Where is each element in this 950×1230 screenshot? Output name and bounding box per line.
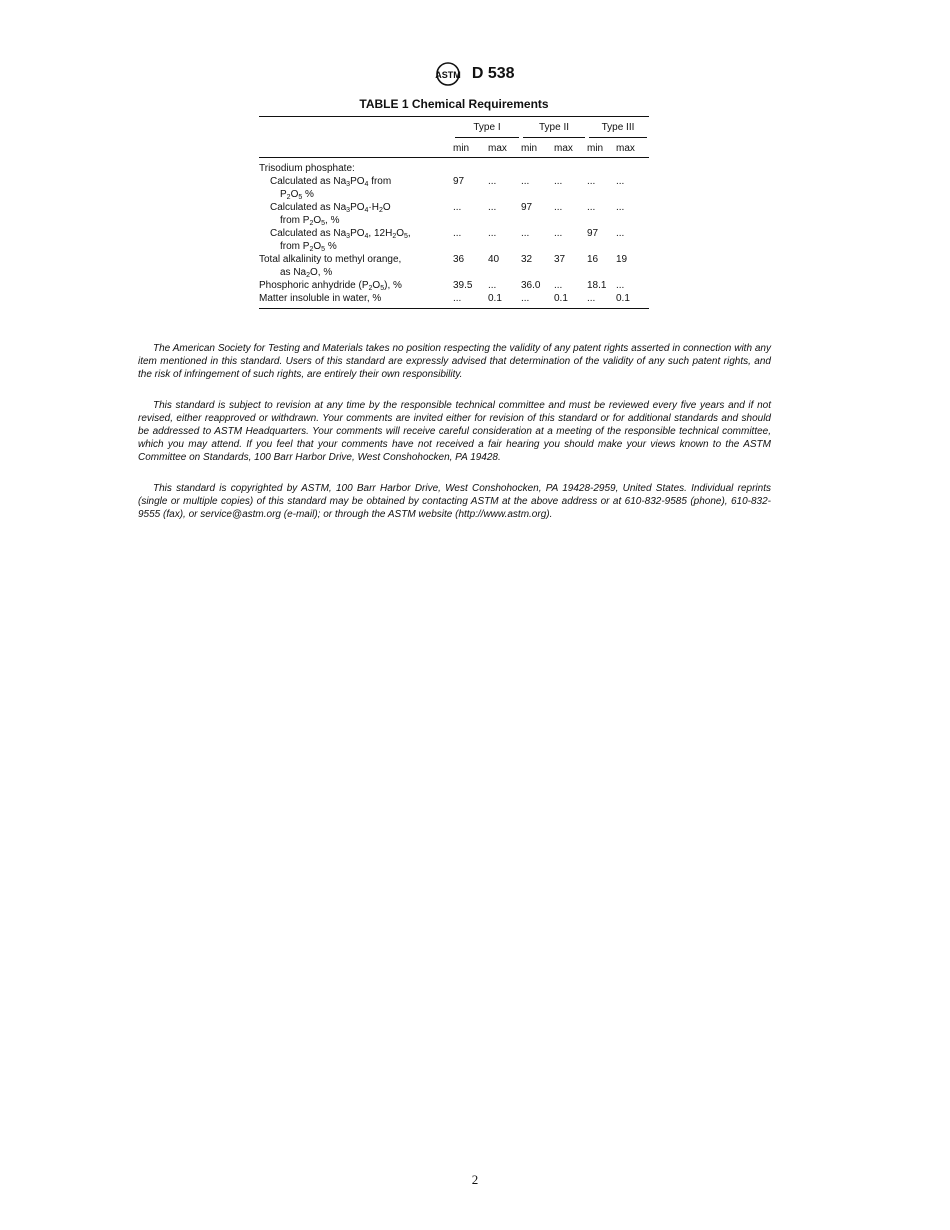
table-cell: 18.1 xyxy=(587,280,607,291)
group-header-type-3: Type III xyxy=(589,121,647,138)
table-cell: ... xyxy=(488,228,497,239)
table-cell: 97 xyxy=(587,228,599,239)
table-row xyxy=(259,292,649,309)
table-cell: ... xyxy=(616,176,625,187)
page-header xyxy=(0,62,950,86)
subheader-cell: max xyxy=(488,143,507,154)
table-cell: 0.1 xyxy=(616,293,630,304)
subheader-cell: max xyxy=(554,143,573,154)
chemical-requirements-table xyxy=(259,116,649,309)
table-cell: 36 xyxy=(453,254,465,265)
table-cell: ... xyxy=(453,228,462,239)
table-cell: 39.5 xyxy=(453,280,473,291)
table-cell: ... xyxy=(488,202,497,213)
table-cell: ... xyxy=(521,293,530,304)
table-cell: ... xyxy=(521,176,530,187)
group-header-type-1: Type I xyxy=(455,121,519,138)
table-cell: ... xyxy=(488,176,497,187)
table-row xyxy=(259,201,649,227)
row-label: Calculated as $Na_3PO_4\cdot H_2O$ from $P_2O_5$, % xyxy=(270,202,391,227)
table-cell: 97 xyxy=(521,202,533,213)
table-subheader-row xyxy=(259,138,649,158)
table-cell: ... xyxy=(587,293,596,304)
table-cell: ... xyxy=(554,202,563,213)
table-cell: ... xyxy=(616,280,625,291)
row-label: Total alkalinity to methyl orange, as $Na_2O$, % xyxy=(259,254,402,279)
note-paragraph: This standard is subject to revision at any time by the responsible technical committee and must be reviewed every five years and if not revised, either reapproved or withdrawn. Your comments are invited either for revision of this standard or for additional standards and should be addressed to ASTM Headquarters. Your comments will receive careful consideration at a meeting of the responsible technical committee, which you may attend. If you feel that your comments have not received a fair hearing you should make your views known to the ASTM Committee on Standards, 100 Barr Harbor Drive, West Conshohocken, PA 19428. xyxy=(138,400,771,463)
row-label: Calculated as $Na_3PO_4$ from $P_2O_5$ % xyxy=(270,176,392,201)
table-row xyxy=(259,279,649,292)
table-cell: ... xyxy=(587,202,596,213)
row-label: Matter insoluble in water, % xyxy=(259,293,382,304)
table-cell: 40 xyxy=(488,254,500,265)
row-label: Phosphoric anhydride $(P_2O_5)$, % xyxy=(259,280,402,292)
subheader-cell: max xyxy=(616,143,635,154)
table-cell: ... xyxy=(521,228,530,239)
section-label: Trisodium phosphate: xyxy=(259,163,355,174)
note-paragraph: The American Society for Testing and Materials takes no position respecting the validity of any patent rights asserted in connection with any item mentioned in this standard. Users of this standard are expressly advised that determination of the validity of any such patent rights, and the risk of infringement of such rights, are entirely their own responsibility. xyxy=(138,343,771,380)
table-cell: ... xyxy=(488,280,497,291)
table-cell: ... xyxy=(616,228,625,239)
row-label: Calculated as $Na_3PO_4$, $12H_2O_5$, from $P_2O_5$ % xyxy=(270,228,411,253)
table-cell: ... xyxy=(616,202,625,213)
standard-designation: D 538 xyxy=(471,65,515,82)
note-paragraph: This standard is copyrighted by ASTM, 100 Barr Harbor Drive, West Conshohocken, PA 19428-2959, United States. Individual reprints (single or multiple copies) of this standard may be obtained by contacting ASTM at the above address or at 610-832-9585 (phone), 610-832-9555 (fax), or service@astm.org (e-mail); or through the ASTM website (http://www.astm.org). xyxy=(138,483,771,520)
table-section-row xyxy=(259,158,649,176)
subheader-cell: min xyxy=(521,143,538,154)
table-cell: ... xyxy=(554,228,563,239)
table-cell: 97 xyxy=(453,176,465,187)
table-cell: ... xyxy=(453,202,462,213)
subheader-cell: min xyxy=(587,143,604,154)
table-row xyxy=(259,253,649,279)
table-group-header-row xyxy=(259,117,649,139)
table-cell: 0.1 xyxy=(554,293,568,304)
table-cell: 32 xyxy=(521,254,533,265)
table-cell: 19 xyxy=(616,254,628,265)
table-caption: TABLE 1 Chemical Requirements xyxy=(359,97,549,111)
svg-text:ASTM: ASTM xyxy=(435,70,462,80)
table-cell: 36.0 xyxy=(521,280,541,291)
table-cell: ... xyxy=(554,280,563,291)
table-cell: ... xyxy=(554,176,563,187)
table-row xyxy=(259,227,649,253)
table-cell: ... xyxy=(453,293,462,304)
table-cell: 16 xyxy=(587,254,599,265)
table-cell: 0.1 xyxy=(488,293,502,304)
table-row xyxy=(259,175,649,201)
group-header-type-2: Type II xyxy=(523,121,585,138)
page-number: 2 xyxy=(471,1172,479,1187)
astm-logo-icon xyxy=(435,62,461,86)
legal-notes xyxy=(138,342,771,521)
table-cell: 37 xyxy=(554,254,566,265)
subheader-cell: min xyxy=(453,143,470,154)
table-cell: ... xyxy=(587,176,596,187)
